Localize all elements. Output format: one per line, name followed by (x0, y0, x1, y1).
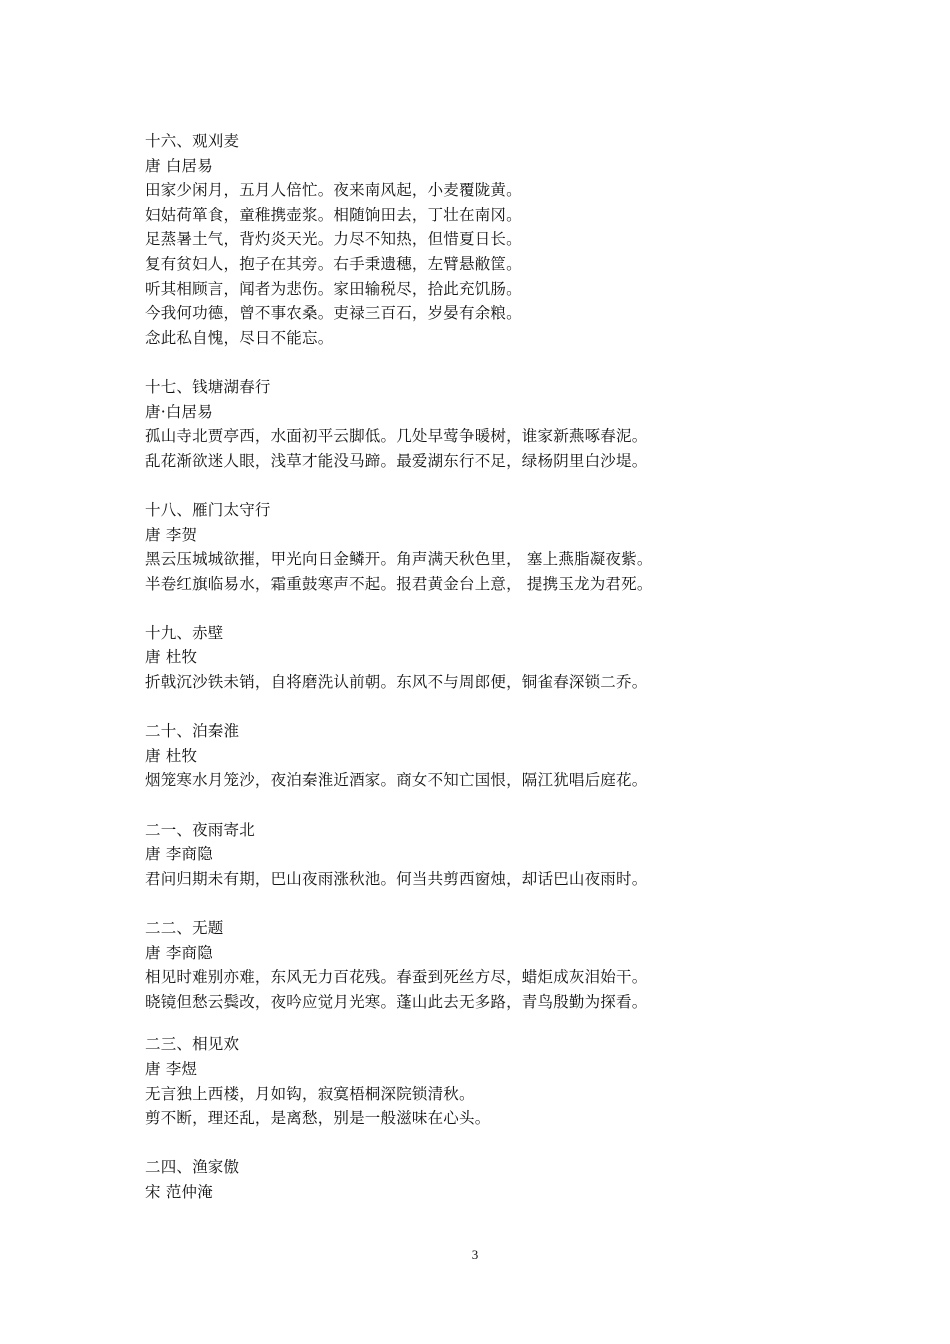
section-spacer (145, 1131, 845, 1156)
section-spacer (145, 793, 845, 818)
poem-author: 唐 白居易 (145, 156, 213, 175)
poem-line: 乱花渐欲迷人眼，浅草才能没马蹄。最爱湖东行不足，绿杨阴里白沙堤。 (145, 451, 648, 470)
section-spacer (145, 596, 845, 621)
poem-block (145, 621, 845, 695)
poem-title: 十八、雁门太守行 (145, 500, 271, 519)
poem-block (145, 129, 845, 350)
poem-line: 晓镜但愁云鬓改，夜吟应觉月光寒。蓬山此去无多路，青鸟殷勤为探看。 (145, 992, 648, 1011)
section-spacer (145, 1014, 845, 1032)
section-spacer (145, 695, 845, 720)
poem-title: 二二、无题 (145, 919, 224, 937)
poem-author: 唐 杜牧 (145, 746, 198, 765)
poem-block (145, 916, 845, 1014)
poem-line: 足蒸暑土气，背灼炎天光。力尽不知热，但惜夏日长。 (145, 230, 522, 249)
page-content (145, 129, 845, 1205)
poem-title: 二三、相见欢 (145, 1035, 240, 1054)
poem-line: 相见时难别亦难，东风无力百花残。春蚕到死丝方尽，蜡炬成灰泪始干。 (145, 968, 648, 987)
poem-line: 复有贫妇人，抱子在其旁。右手秉遗穗，左臂悬敝筐。 (145, 254, 522, 273)
poem-author: 唐 李煜 (145, 1059, 198, 1078)
poem-line: 今我何功德，曾不事农桑。吏禄三百石，岁晏有余粮。 (145, 304, 522, 323)
poem-title: 十九、赤壁 (145, 623, 224, 642)
poem-line: 半卷红旗临易水，霜重鼓寒声不起。报君黄金台上意， 提携玉龙为君死。 (145, 574, 653, 593)
poem-line: 念此私自愧，尽日不能忘。 (145, 328, 334, 347)
poem-line: 无言独上西楼，月如钩，寂寞梧桐深院锁清秋。 (145, 1084, 475, 1103)
poem-line: 田家少闲月，五月人倍忙。夜来南风起，小麦覆陇黄。 (145, 181, 522, 200)
page-number: 3 (471, 1247, 479, 1262)
poem-line: 听其相顾言，闻者为悲伤。家田输税尽，拾此充饥肠。 (145, 279, 522, 298)
poem-line: 剪不断，理还乱，是离愁，别是一般滋味在心头。 (145, 1109, 491, 1128)
section-spacer (145, 350, 845, 375)
poem-line: 孤山寺北贾亭西，水面初平云脚低。几处早莺争暖树，谁家新燕啄春泥。 (145, 427, 648, 446)
poem-author: 唐 李贺 (145, 525, 198, 544)
poem-line: 君问归期未有期，巴山夜雨涨秋池。何当共剪西窗烛，却话巴山夜雨时。 (145, 869, 648, 888)
poem-line: 妇姑荷箪食，童稚携壶浆。相随饷田去，丁壮在南冈。 (145, 205, 522, 224)
poem-block (145, 1155, 845, 1204)
poem-author: 唐 李商隐 (145, 845, 213, 864)
poem-line: 烟笼寒水月笼沙，夜泊秦淮近酒家。商女不知亡国恨，隔江犹唱后庭花。 (145, 771, 648, 790)
poem-block (145, 818, 845, 892)
poem-author: 宋 范仲淹 (145, 1182, 213, 1201)
poem-block (145, 375, 845, 473)
poem-author: 唐 李商隐 (145, 943, 213, 962)
poem-block (145, 498, 845, 596)
poem-title: 十六、观刈麦 (145, 132, 240, 150)
poem-block (145, 1032, 845, 1130)
poem-title: 二四、渔家傲 (145, 1158, 240, 1177)
poem-title: 十七、钱塘湖春行 (145, 377, 271, 396)
poem-author: 唐·白居易 (145, 402, 213, 421)
section-spacer (145, 891, 845, 916)
poem-author: 唐 杜牧 (145, 648, 198, 667)
poem-line: 黑云压城城欲摧，甲光向日金鳞开。角声满天秋色里， 塞上燕脂凝夜紫。 (145, 550, 653, 569)
poem-title: 二一、夜雨寄北 (145, 820, 255, 839)
section-spacer (145, 473, 845, 498)
poem-block (145, 719, 845, 793)
poem-line: 折戟沉沙铁未销，自将磨洗认前朝。东风不与周郎便，铜雀春深锁二乔。 (145, 673, 648, 692)
poem-title: 二十、泊秦淮 (145, 722, 240, 741)
